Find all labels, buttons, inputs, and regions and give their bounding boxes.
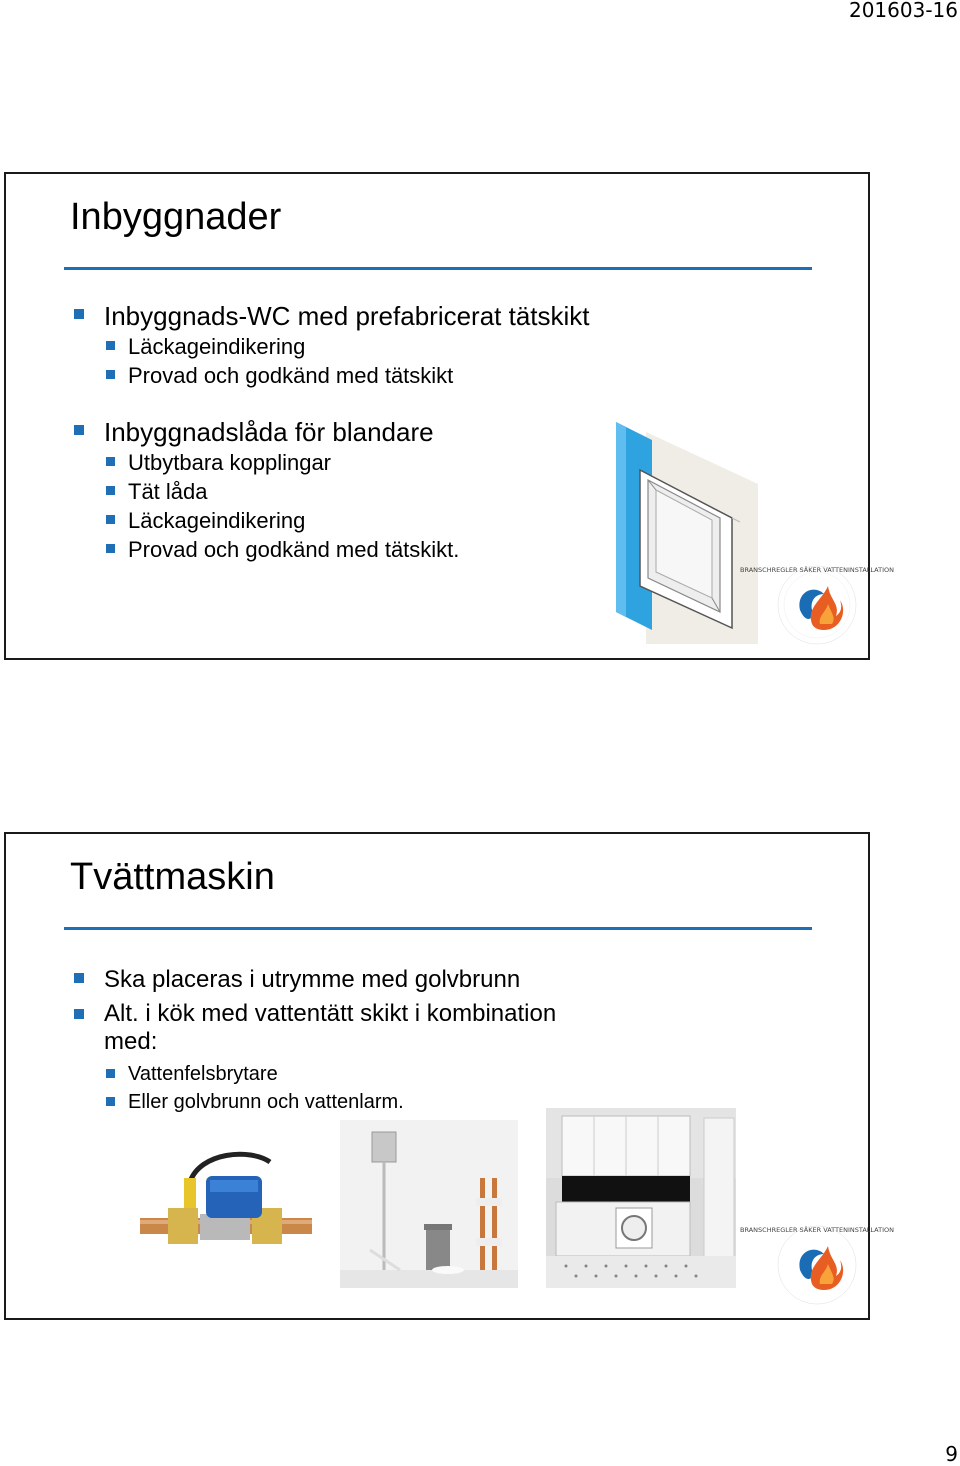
bullet-list xyxy=(72,964,584,1116)
logo-text: BRANSCHREGLER SÄKER VATTENINSTALLATION xyxy=(740,566,894,574)
sub-bullet-item: Utbytbara kopplingar xyxy=(72,448,590,477)
branschregler-logo xyxy=(740,1224,894,1306)
slide-title: Inbyggnader xyxy=(70,196,282,238)
sub-bullet-item: Provad och godkänd med tätskikt. xyxy=(72,535,590,564)
slide-inbyggnader xyxy=(4,172,894,660)
page-date: 201603-16 xyxy=(848,0,958,22)
slide-tvattmaskin xyxy=(4,832,894,1320)
bullet-item: Alt. i kök med vattentätt skikt i kombination med: xyxy=(72,1000,584,1056)
sub-bullet-item: Provad och godkänd med tätskikt xyxy=(72,361,590,390)
sub-bullet-item: Eller golvbrunn och vattenlarm. xyxy=(72,1088,584,1116)
laundry-room-photo xyxy=(546,1108,736,1288)
title-underline xyxy=(64,927,812,930)
pipe-installation-photo xyxy=(340,1120,518,1288)
sub-bullet-item: Vattenfelsbrytare xyxy=(72,1060,584,1088)
sub-bullet-item: Läckageindikering xyxy=(72,332,590,361)
bullet-list xyxy=(72,300,590,564)
slide-title: Tvättmaskin xyxy=(70,856,275,898)
shutoff-valve-photo xyxy=(140,1144,312,1284)
sub-bullet-item: Tät låda xyxy=(72,477,590,506)
bullet-item: Inbyggnadslåda för blandare xyxy=(72,416,590,448)
bullet-item: Inbyggnads-WC med prefabricerat tätskikt xyxy=(72,300,590,332)
bullet-item: Ska placeras i utrymme med golvbrunn xyxy=(72,964,584,996)
logo-text: BRANSCHREGLER SÄKER VATTENINSTALLATION xyxy=(740,1226,894,1234)
branschregler-logo xyxy=(740,564,894,646)
recessed-mixer-box-illustration xyxy=(610,422,760,644)
page-number: 9 xyxy=(945,1442,958,1466)
title-underline xyxy=(64,267,812,270)
sub-bullet-item: Läckageindikering xyxy=(72,506,590,535)
